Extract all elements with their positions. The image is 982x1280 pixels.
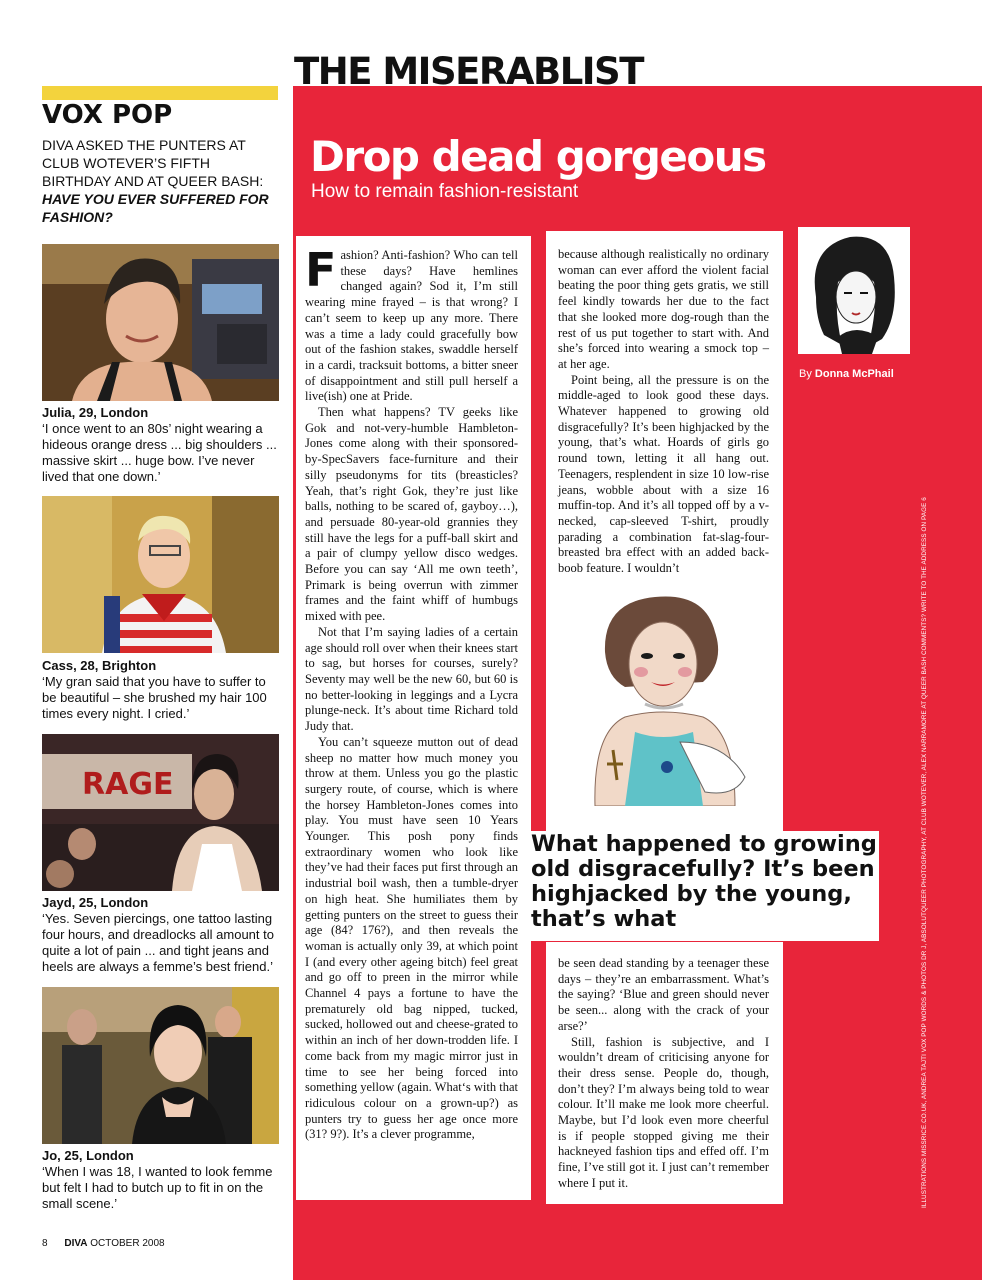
article-column-2-bottom [546, 942, 783, 1204]
banner-text: RAGE [82, 767, 174, 802]
caption-cass [42, 658, 282, 722]
photo-jo [42, 987, 279, 1144]
caption-quote: ‘Yes. Seven piercings, one tattoo lasting four hours, and dreadlocks all amount to quite a lot of pain ... and tight jeans and heels are always a femme’s best friend.’ [42, 911, 274, 974]
photo-julia [42, 244, 279, 401]
article-paragraph: You can’t squeeze mutton out of dead sheep no matter how much money you throw at them. Unless you go the plastic surgery route, of course, which is where the horsey Hambleton-Jones comes into play. You must have seen 10 Years Younger. This posh pony finds extraordinary women who look like they’ve had their faces put first through an industrial boil wash, then a tumble-dryer on high heat. She humiliates them by getting punters on the street to guess their age (84? 176?), and then reveals the woman is actually only 39, at which point I (and every other ageing bitch) feel great and go off to preen in the mirror while Channel 4 pays a fortune to have the prematurely old bag nipped, tucked, sucked, hollowed out and cheese-grated to within an inch of her down-trodden life. I come back from my magic mirror just in time to see her being forced into something yellow (again. What‘s with that ridiculous colour on a grown-up?) as punters try to guess her age once more (31? 9?). It’s a clever programme, [305, 734, 518, 1142]
byline [799, 368, 894, 380]
photo-cass [42, 496, 279, 653]
magazine-name: DIVA [64, 1238, 88, 1249]
caption-name: Julia, 29, London [42, 405, 149, 420]
caption-julia [42, 405, 282, 485]
article-column-1 [296, 236, 531, 1200]
article-paragraph: because although realistically no ordinary woman can ever afford the violent facial beating the poor thing gets gratis, we still feel kindly towards her due to the fact that she looked more dog-rough than the rest of us put together to start with. And she’s forced into wearing a smock top – at her age. [558, 247, 769, 371]
caption-name: Jo, 25, London [42, 1148, 134, 1163]
pull-quote: What happened to growing old disgracefully? It’s been highjacked by the young, that’s what [527, 831, 879, 941]
article-paragraph: be seen dead standing by a teenager these days – they’re an embarrassment. What’s the saying? ‘Blue and green should never be seen... along with the crack of your arse?’ [558, 956, 769, 1033]
vox-pop-yellow-bar [42, 86, 278, 100]
article-headline: Drop dead gorgeous [310, 132, 766, 181]
section-title: THE MISERABLIST [294, 50, 643, 93]
issue-date: OCTOBER 2008 [90, 1238, 165, 1249]
article-paragraph: Not that I’m saying ladies of a certain age should roll over when their knees start to sag, but horses for courses, surely? Seventy may well be the new 60, but 60 is no better-looking in leggings and a Lycra plunge-neck. It’s about time Richard told Judy that. [305, 624, 518, 734]
photo-credits: ILLUSTRATIONS MISSRICE.CO.UK, ANDREA TAJTI VOX POP WORDS & PHOTOS DR J, ABSOLUTQUEER PHOTOGRAPHY, AT CLUB WOTEVER, ALEX NARRAMORE AT QUEER BASH COMMENTS? WRITE TO THE ADDRESS ON PAGE 6 [921, 497, 928, 1208]
byline-prefix: By [799, 368, 812, 380]
photo-jayd [42, 734, 279, 891]
article-paragraph: Then what happens? TV geeks like Gok and not-very-humble Hambleton-Jones come along with their sponsored-by-SpecSavers face-furniture and their silly pseudonyms for tits (breasticles? Yeah, that’s right Gok, they’re just like balls, nothing to be scared of, gayboy…), and persuade 80-year-old grannies they still have the legs for a puff-ball skirt and a pair of clumpy yellow disco wedges. Before you can say ‘All me own teeth’, Primark is being overrun with zimmer frames and the faint whiff of humbugs mixed with pee. [305, 405, 518, 624]
article-paragraph: Still, fashion is subjective, and I wouldn’t dream of criticising anyone for their dress sense. People do, though, don’t they? I’m always being told to wear colour. It’ll make me look more cheerful. Maybe, but I’d look even more cheerful is if people stopped giving me their hackneyed fashion tips and effed off. I’m fine, I’ve still got it. I just can’t remember where I put it. [558, 1034, 769, 1190]
caption-name: Cass, 28, Brighton [42, 658, 157, 673]
page-number: 8 [42, 1238, 48, 1249]
author-portrait [798, 227, 910, 354]
vox-pop-question: HAVE YOU EVER SUFFERED FOR FASHION? [42, 191, 269, 225]
article-paragraph: Fashion? Anti-fashion? Who can tell these days? Have hemlines changed again? Sod it, I’m still wearing mine frayed – is that wrong? I can’t seem to keep up any more. There was a time a lady could gracefully bow out of the fashion stakes, swaddle herself in a cardi, tracksuit bottoms, a bitter sneer of disappointment and still pull herself a live(ish) one at Pride. [305, 243, 518, 404]
vox-pop-intro-text: DIVA ASKED THE PUNTERS AT CLUB WOTEVER’S FIFTH BIRTHDAY AND AT QUEER BASH: [42, 137, 264, 189]
author-name: Donna McPhail [814, 368, 894, 380]
vox-pop-title: VOX POP [42, 100, 173, 130]
article-standfirst: How to remain fashion-resistant [311, 181, 579, 202]
caption-name: Jayd, 25, London [42, 895, 149, 910]
page-folio [42, 1238, 165, 1249]
caption-quote: ‘When I was 18, I wanted to look femme but felt I had to butch up to fit in on the small scene.’ [42, 1164, 273, 1211]
caption-quote: ‘I once went to an 80s’ night wearing a hideous orange dress ... big shoulders ... massive skirt ... huge bow. I’ve never lived that one down.’ [42, 421, 277, 484]
vox-pop-intro [42, 136, 278, 226]
caption-quote: ‘My gran said that you have to suffer to be beautiful – she brushed my hair 100 times every night. I cried.’ [42, 674, 267, 721]
illustration-older-woman [585, 592, 757, 806]
caption-jayd [42, 895, 282, 975]
article-paragraph: Point being, all the pressure is on the middle-aged to look good these days. Whatever happened to growing old disgracefully? It’s been highjacked by the young, that’s what. Hoards of girls go round town, letting it all hang out. Teenagers, resplendent in size 10 low-rise jeans, wobble about with a size 16 muffin-top. And it’s all topped off by a v-necked, cap-sleeved T-shirt, proudly parading a combination fat-slag-four-breasted bra effect with an added back-boob feature. I wouldn’t [558, 372, 769, 576]
caption-jo [42, 1148, 282, 1212]
drop-cap: F [305, 243, 337, 297]
